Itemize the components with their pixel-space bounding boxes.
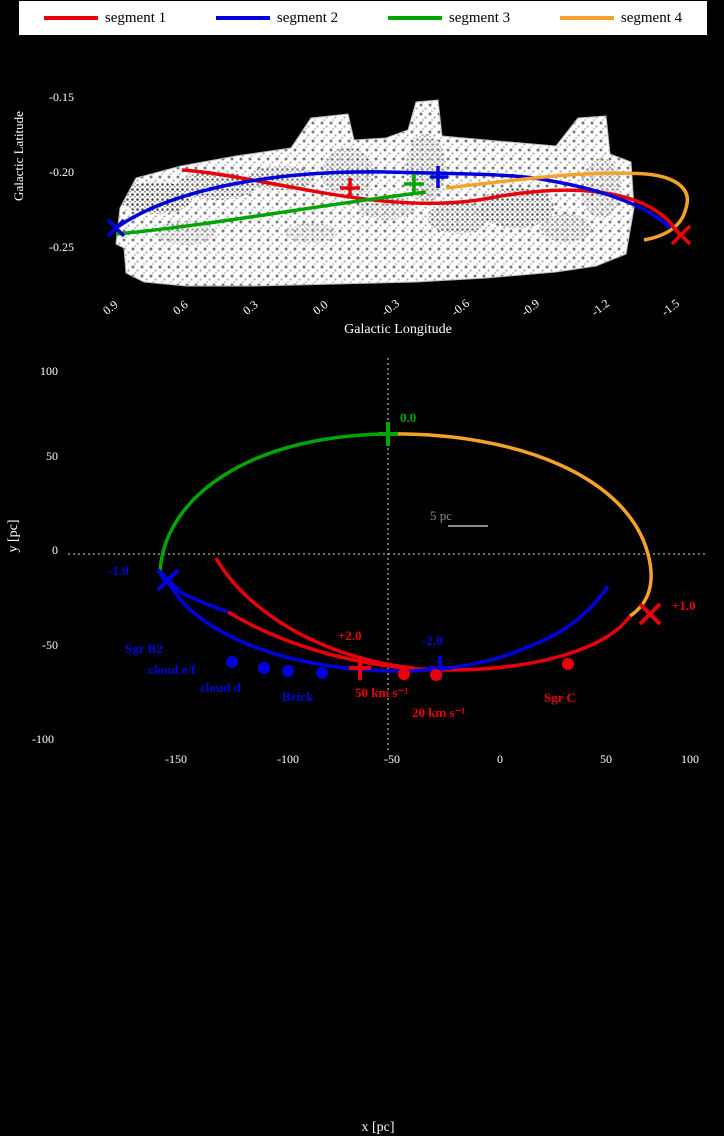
segment-2-orbit-right: [530, 586, 608, 646]
top-panel-y-axis-label: Galactic Latitude: [11, 111, 26, 201]
annotation-20-kms: 20 km s⁻¹: [412, 705, 466, 720]
bottom-panel-y-axis-label: y [pc]: [6, 519, 21, 553]
top-panel-y-tick: -0.25: [49, 240, 74, 254]
legend-label: segment 3: [448, 9, 511, 26]
bottom-panel-x-tick: 50: [600, 752, 612, 766]
cloud-marker-sgr-c: [562, 658, 574, 670]
cloud-marker-20kms: [430, 669, 442, 681]
cmz-dust-image: [86, 58, 706, 316]
cloud-marker-50kms: [398, 668, 410, 680]
legend-swatch-segment-1: [44, 16, 98, 20]
bottom-panel-y-tick: 100: [40, 364, 58, 378]
cloud-marker-brick: [316, 667, 328, 679]
legend-label: segment 4: [620, 9, 683, 26]
annotation-50-kms: 50 km s⁻¹: [355, 685, 409, 700]
legend: [18, 0, 708, 36]
bottom-panel-x-tick: 0: [497, 752, 503, 766]
segment-4-orbit: [386, 434, 651, 616]
bottom-panel-y-tick: 0: [52, 543, 58, 557]
annotation-phase-plus-2: +2.0: [338, 628, 362, 643]
legend-item: [44, 10, 166, 27]
top-panel-x-tick: -1.2: [588, 296, 613, 319]
annotation-cloud-ef: cloud e/f: [148, 662, 196, 677]
annotation-phase-minus-1: -1.0: [108, 563, 129, 578]
phase-marker-plus-1-x: [640, 604, 660, 624]
bottom-panel-x-tick: -100: [277, 752, 299, 766]
annotation-sgr-c: Sgr C: [544, 690, 576, 705]
top-panel-plot-area: [86, 58, 706, 316]
legend-swatch-segment-3: [388, 16, 442, 20]
cloud-marker-sgr-b2: [226, 656, 238, 668]
legend-swatch-segment-4: [560, 16, 614, 20]
bottom-panel-y-tick: 50: [46, 449, 58, 463]
legend-item: [216, 10, 338, 27]
top-panel-x-axis-label: Galactic Longitude: [344, 322, 452, 337]
bottom-panel-x-axis-label: x [pc]: [361, 1120, 395, 1135]
top-panel-y-tick: -0.20: [49, 165, 74, 179]
cloud-marker-cloud-ef: [258, 662, 270, 674]
top-panel-x-tick: -0.6: [448, 296, 473, 319]
bottom-panel-y-tick: -100: [32, 732, 54, 746]
annotation-scale-bar-label: 5 pc: [430, 508, 453, 523]
phase-marker-0-plus: [378, 422, 398, 446]
legend-label: segment 1: [104, 9, 167, 26]
bottom-panel-x-tick: 100: [681, 752, 699, 766]
top-panel-x-tick: -0.9: [518, 296, 543, 319]
cloud-marker-cloud-d: [282, 665, 294, 677]
top-panel-x-tick: 0.3: [240, 297, 261, 318]
orbit-panel: [0, 348, 724, 1135]
bottom-panel-y-tick: -50: [42, 638, 58, 652]
legend-item: [388, 10, 510, 27]
legend-swatch-segment-2: [216, 16, 270, 20]
annotation-sgr-b2: Sgr B2: [125, 641, 163, 656]
bottom-panel-x-tick: -50: [384, 752, 400, 766]
top-panel-y-tick: -0.15: [49, 90, 74, 104]
legend-label: segment 2: [276, 9, 339, 26]
galactic-map-panel: [0, 40, 724, 340]
segment-1-x-marker: [672, 226, 690, 244]
bottom-panel-x-tick: -150: [165, 752, 187, 766]
annotation-brick: Brick: [282, 689, 314, 704]
top-panel-x-tick: 0.9: [100, 297, 121, 318]
segment-3-orbit: [160, 434, 386, 572]
annotation-phase-0: 0.0: [400, 410, 417, 425]
legend-item: [560, 10, 682, 27]
top-panel-x-tick: 0.6: [170, 297, 191, 318]
phase-marker-minus-1-x: [158, 570, 178, 590]
annotation-cloud-d: cloud d: [200, 680, 241, 695]
top-panel-x-tick: -1.5: [658, 296, 683, 319]
annotation-phase-minus-2: -2.0: [422, 633, 443, 648]
top-panel-x-tick: 0.0: [310, 297, 331, 318]
annotation-phase-plus-1: +1.0: [672, 598, 696, 613]
top-panel-x-tick: -0.3: [378, 296, 403, 319]
